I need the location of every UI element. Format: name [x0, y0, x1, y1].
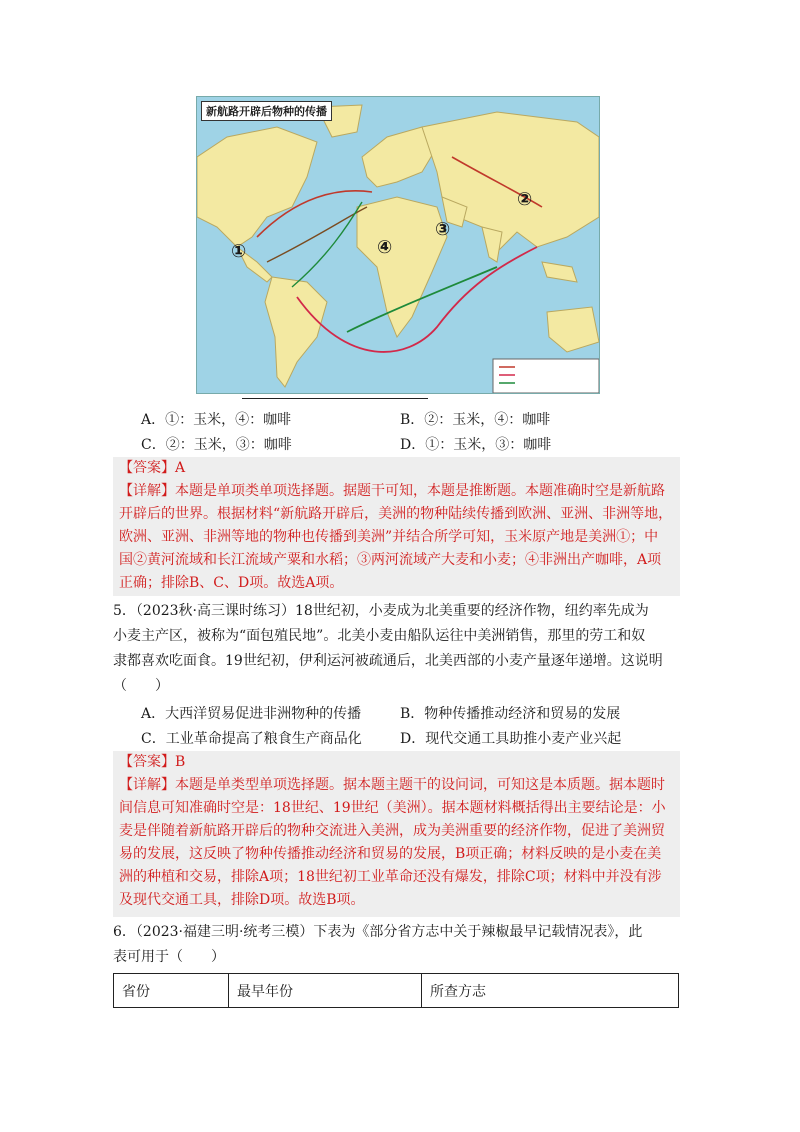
q5-option-b: B．物种传播推动经济和贸易的发展: [400, 706, 621, 722]
map-underline: [242, 398, 428, 399]
q5-answer-band: [113, 751, 680, 917]
map-marker-1: ①: [231, 241, 247, 262]
q5-stem: 5．（2023秋·高三课时练习）18世纪初，小麦成为北美重要的经济作物，纽约率先成为 小麦主产区，被称为“面包殖民地”。北美小麦由船队运往中美洲销售，那里的劳工和奴 隶都喜欢吃面食。19世纪初，伊利运河被疏通后，北美西部的小麦产量逐年递增。这说明 （ ）: [113, 603, 663, 694]
q4-answer: 【答案】A: [119, 460, 186, 476]
world-map-graphic: [197, 97, 599, 393]
q4-option-c: C．②：玉米，③：咖啡: [141, 437, 292, 453]
q5-explain-line: 【详解】本题是单类型单项选择题。据本题主题干的设问词，可知这是本质题。据本题时: [119, 777, 665, 793]
q4-option-d: D．①：玉米，③：咖啡: [400, 437, 552, 453]
table-header-row: [114, 974, 679, 1008]
map-marker-4: ④: [377, 237, 393, 258]
q5-answer: 【答案】B: [119, 754, 186, 770]
q4-explain-line: 【详解】本题是单项类单项选择题。据题干可知，本题是推断题。本题准确时空是新航路: [119, 483, 665, 499]
q5-explain-line: 间信息可知准确时空是：18世纪、19世纪（美洲）。据本题材料概括得出主要结论是：小: [119, 800, 666, 816]
q5-option-a: A．大西洋贸易促进非洲物种的传播: [141, 706, 362, 722]
q4-explain-line: 欧洲、亚洲、非洲等地的物种也传播到美洲”并结合所学可知，玉米原产地是美洲①；中: [119, 529, 659, 545]
q4-explain-line: 国②黄河流域和长江流域产粟和水稻；③两河流域产大麦和小麦；④非洲出产咖啡，A项: [119, 552, 662, 568]
header-earliest-year: 最早年份: [229, 974, 422, 1008]
pepper-records-table: [113, 973, 679, 1008]
q5-explain-line: 易的发展，这反映了物种传播推动经济和贸易的发展，B项正确；材料反映的是小麦在美: [119, 846, 662, 862]
q5-option-d: D．现代交通工具助推小麦产业兴起: [400, 731, 622, 747]
header-province: 省份: [114, 974, 229, 1008]
map-title: 新航路开辟后物种的传播: [201, 101, 332, 121]
q4-option-a: A．①：玉米，④：咖啡: [141, 412, 292, 428]
q4-option-b: B．②：玉米，④：咖啡: [400, 412, 551, 428]
q4-answer-band: [113, 457, 680, 596]
map-marker-3: ③: [435, 219, 451, 240]
species-spread-map: [196, 96, 600, 394]
q5-explain-line: 及现代交通工具，排除D项。故选B项。: [119, 892, 365, 908]
q5-option-c: C．工业革命提高了粮食生产商品化: [141, 731, 362, 747]
q6-stem: 6．（2023·福建三明·统考三模）下表为《部分省方志中关于辣椒最早记载情况表》，此 表可用于（ ）: [113, 924, 643, 965]
q5-explain-line: 洲的种植和交易，排除A项；18世纪初工业革命还没有爆发，排除C项；材料中并没有涉: [119, 869, 662, 885]
header-gazetteer: 所查方志: [422, 974, 679, 1008]
q5-explain-line: 麦是伴随着新航路开辟后的物种交流进入美洲，成为美洲重要的经济作物，促进了美洲贸: [119, 823, 665, 839]
q4-explain-line: 正确；排除B、C、D项。故选A项。: [119, 575, 344, 591]
q4-explain-line: 开辟后的世界。根据材料“新航路开辟后，美洲的物种陆续传播到欧洲、亚洲、非洲等地，: [119, 506, 673, 522]
map-marker-2: ②: [517, 189, 533, 210]
